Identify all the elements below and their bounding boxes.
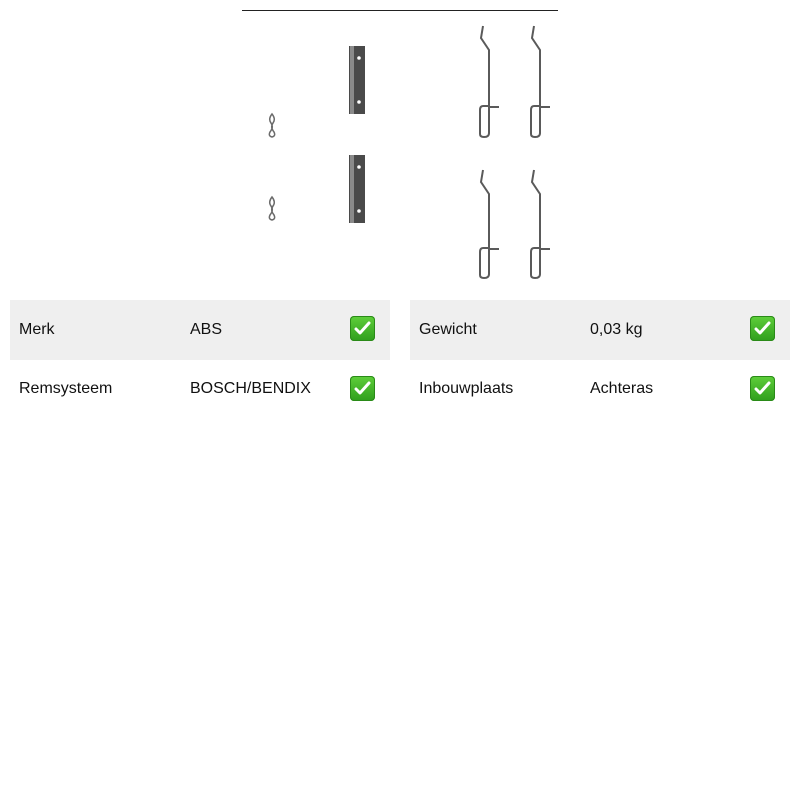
check-icon — [750, 376, 775, 401]
image-top-divider — [242, 10, 558, 11]
check-icon — [750, 316, 775, 341]
spec-row-merk — [10, 300, 390, 360]
spec-label: Remsysteem — [19, 380, 113, 397]
wire-spring-icon — [480, 26, 499, 137]
spec-label: Gewicht — [419, 321, 477, 338]
spec-table-left — [10, 300, 390, 420]
wire-clip-icon — [269, 114, 274, 137]
check-icon — [350, 316, 375, 341]
retaining-plate-icon — [349, 46, 365, 114]
spec-value: BOSCH/BENDIX — [190, 380, 311, 397]
retaining-plate-icon — [349, 155, 365, 223]
spec-value: ABS — [190, 321, 223, 338]
wire-spring-icon — [531, 26, 550, 137]
check-icon — [350, 376, 375, 401]
spec-label: Merk — [19, 321, 55, 338]
spec-label: Inbouwplaats — [419, 380, 514, 397]
spec-value: 0,03 kg — [590, 321, 643, 338]
product-image — [242, 14, 558, 290]
spec-row-inbouwplaats — [410, 360, 790, 420]
spec-row-remsysteem — [10, 360, 390, 420]
spec-value: Achteras — [590, 380, 654, 397]
spec-table-right — [410, 300, 790, 420]
wire-spring-icon — [480, 170, 499, 278]
spec-row-gewicht — [410, 300, 790, 360]
wire-spring-icon — [531, 170, 550, 278]
wire-clip-icon — [269, 197, 274, 220]
